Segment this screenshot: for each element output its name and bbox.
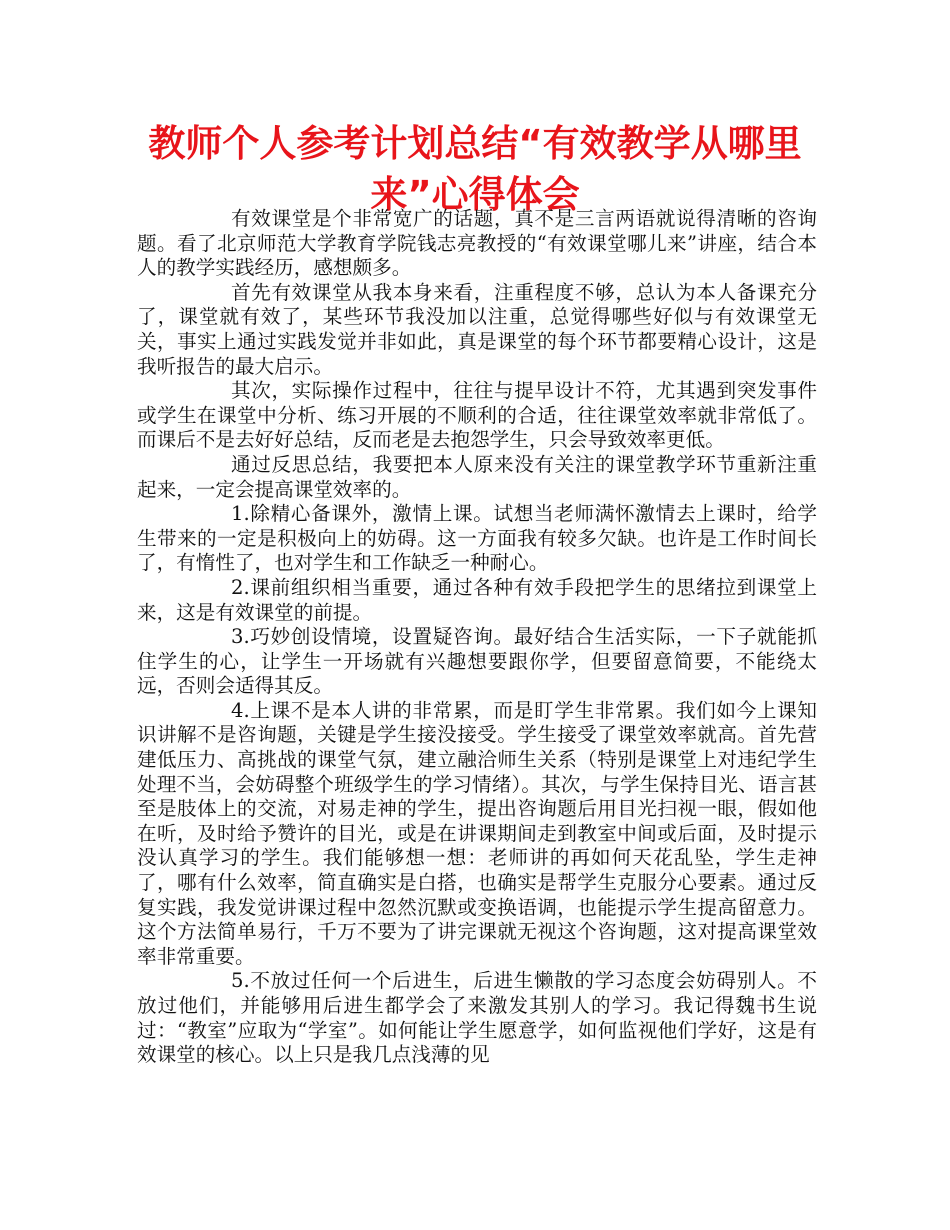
paragraph-5: 1.除精心备课外，激情上课。试想当老师满怀激情去上课时，给学生带来的一定是积极向上的妨碍。这一方面我有较多欠缺。也许是工作时间长了，有惰性了，也对学生和工作缺乏一种耐心。: [137, 502, 817, 575]
paragraph-1: 有效课堂是个非常宽广的话题，真不是三言两语就说得清晰的咨询题。看了北京师范大学教育学院钱志亮教授的“有效课堂哪儿来”讲座，结合本人的教学实践经历，感想颇多。: [137, 207, 817, 280]
paragraph-7: 3.巧妙创设情境，设置疑咨询。最好结合生活实际，一下子就能抓住学生的心，让学生一开场就有兴趣想要跟你学，但要留意简要，不能绕太远，否则会适得其反。: [137, 625, 817, 698]
paragraph-9: 5.不放过任何一个后进生，后进生懒散的学习态度会妨碍别人。不放过他们，并能够用后进生都学会了来激发其别人的学习。我记得魏书生说过：“教室”应取为“学室”。如何能让学生愿意学，如何监视他们学好，这是有效课堂的核心。以上只是我几点浅薄的见: [137, 969, 817, 1067]
paragraph-4: 通过反思总结，我要把本人原来没有关注的课堂教学环节重新注重起来，一定会提高课堂效率的。: [137, 452, 817, 501]
document-body: [137, 207, 817, 1068]
document-title: 教师个人参考计划总结“有效教学从哪里来”心得体会: [148, 122, 802, 216]
paragraph-8: 4.上课不是本人讲的非常累，而是盯学生非常累。我们如今上课知识讲解不是咨询题，关键是学生接没接受。学生接受了课堂效率就高。首先营建低压力、高挑战的课堂气氛，建立融洽师生关系（特别是课堂上对违纪学生处理不当，会妨碍整个班级学生的学习情绪）。其次，与学生保持目光、语言甚至是肢体上的交流，对易走神的学生，提出咨询题后用目光扫视一眼，假如他在听，及时给予赞许的目光，或是在讲课期间走到教室中间或后面，及时提示没认真学习的学生。我们能够想一想：老师讲的再如何天花乱坠，学生走神了，哪有什么效率，简直确实是白搭，也确实是帮学生克服分心要素。通过反复实践，我发觉讲课过程中忽然沉默或变换语调，也能提示学生提高留意力。这个方法简单易行，千万不要为了讲完课就无视这个咨询题，这对提高课堂效率非常重要。: [137, 698, 817, 968]
paragraph-6: 2.课前组织相当重要，通过各种有效手段把学生的思绪拉到课堂上来，这是有效课堂的前提。: [137, 575, 817, 624]
paragraph-3: 其次，实际操作过程中，往往与提早设计不符，尤其遇到突发事件或学生在课堂中分析、练习开展的不顺利的合适，往往课堂效率就非常低了。而课后不是去好好总结，反而老是去抱怨学生，只会导致效率更低。: [137, 379, 817, 452]
paragraph-2: 首先有效课堂从我本身来看，注重程度不够，总认为本人备课充分了，课堂就有效了，某些环节我没加以注重，总觉得哪些好似与有效课堂无关，事实上通过实践发觉并非如此，真是课堂的每个环节都要精心设计，这是我听报告的最大启示。: [137, 280, 817, 378]
